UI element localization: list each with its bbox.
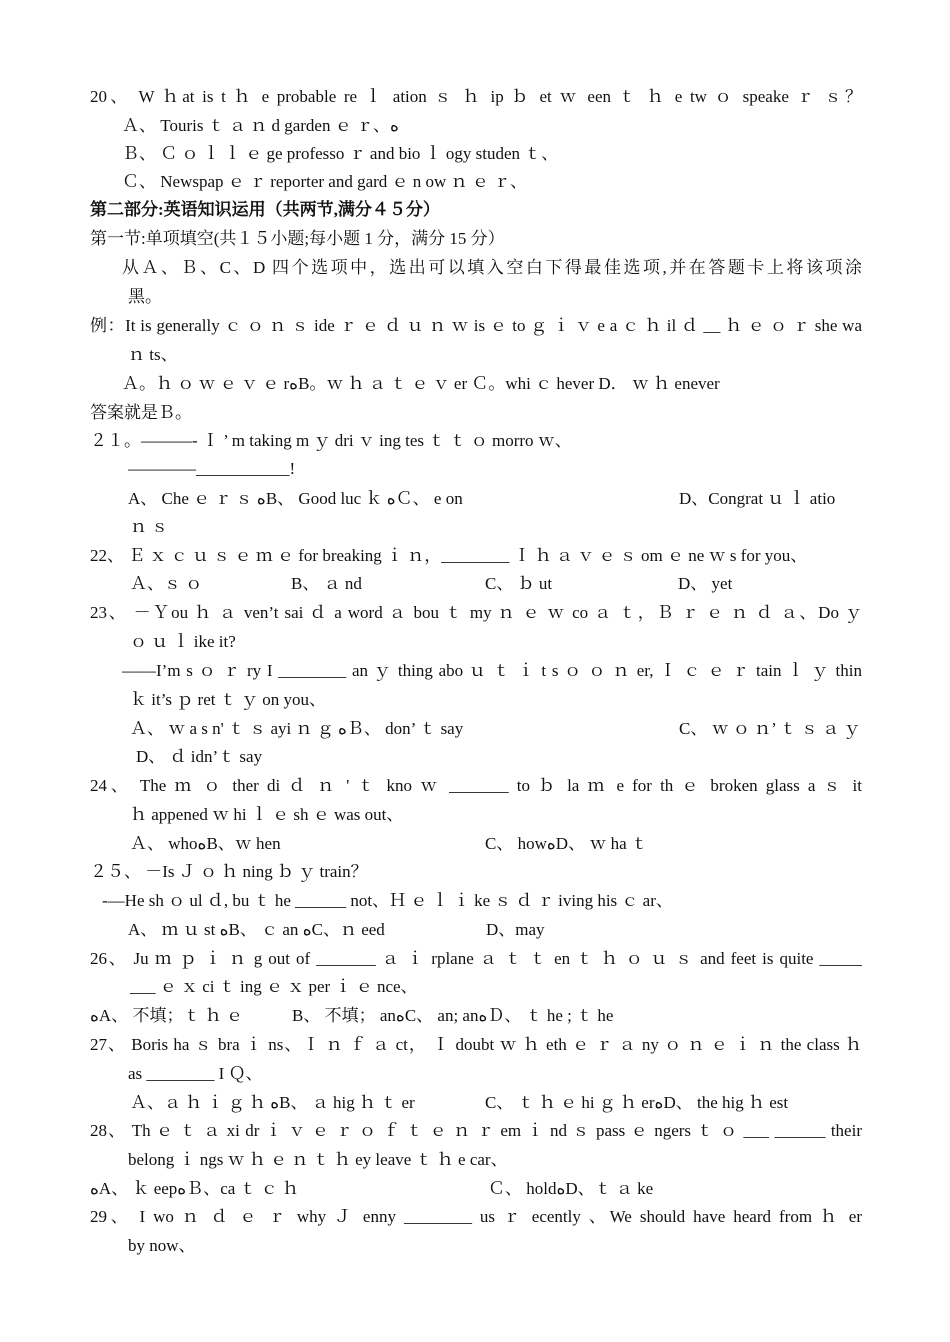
q23-stem-continued: ｏ ｕ ｌ ike it?	[130, 632, 236, 651]
section-heading: 第二部分:英语知识运用（共两节,满分４５分）	[90, 200, 440, 219]
q22-stem: 22、 Ｅ ｘ ｃ ｕ ｓ ｅ ｍ ｅ for breaking ｉ ｎ，________ Ｉ ｈ ａ ｖ ｅ ｓ om ｅ ne ｗ s for you、	[90, 546, 808, 565]
example-stem-continued: ｎ ts、	[128, 345, 178, 364]
q28-stem: 28、 Th ｅ ｔ ａ xi dr ｉ ｖ ｅ ｒ ｏ ｆ ｔ ｅ ｎ ｒ em ｉ nd ｓ pass ｅ ngers ｔ ｏ ___ ______ their	[90, 1121, 862, 1140]
q25-options-abc: A、 ｍ ｕ st ﻩB、 ｃ an ﻩC、ｎ eed	[128, 920, 385, 939]
q27-stem-continued: as ________ I Ｑ、	[128, 1064, 263, 1083]
q24-stem: 24、 The ｍ ｏ ther di ｄ ｎ ' ｔ kno ｗ _______ to ｂ la ｍ e for th ｅ broken glass a ｓ it	[90, 776, 862, 795]
q21-options-abc: A、 Che ｅ ｒ ｓ ﻩB、 Good luc ｋ ﻩＣ、 e on	[128, 489, 463, 508]
q26-stem: 26、 Ju ｍ ｐ ｉ ｎ g out of _______ ａ ｉ rplane ａ ｔ ｔ en ｔ ｈ ｏ ｕ ｓ and feet is quite _____	[90, 949, 862, 968]
q21-options	[128, 485, 862, 513]
example-answer: 答案就是Ｂ。	[90, 403, 192, 422]
q20-option-c: Ｃ、 Newspap ｅ ｒ reporter and gard ｅ n ow ｎ ｅ ｒ、	[122, 172, 528, 191]
q22-option-a: Ａ、ｓ ｏ	[130, 574, 203, 593]
q21-option-d-continued: ｎ ｓ	[130, 517, 169, 536]
q27-options-ab: Ａ、ａ ｈ ｉ ｇ ｈ ﻩB、 ａ hig ｈ ｔ er	[130, 1093, 415, 1112]
q27-options-cd: C、 ｔ ｈ ｅ hi ｇ ｈ erﻩD、 the hig ｈ est	[485, 1093, 789, 1112]
q28-options-cd: Ｃ、 holdﻩD、ｔ ａ ke	[488, 1179, 654, 1198]
q23-response-continued: ｋ it’s ｐ ret ｔ ｙ on you、	[130, 690, 326, 709]
q24-options-ab: Ａ、 whoﻩB、ｗ hen	[130, 834, 281, 853]
q23-response: ——I’m s ｏ ｒ ry I ________ an ｙ thing abo ｕ ｔ ｉ t s ｏ ｏ ｎ er, Ｉ ｃ ｅ ｒ tain ｌ ｙ thin	[122, 661, 862, 680]
instructions: 从Ａ、Ｂ、C、D 四个选项中，选出可以填入空白下得最佳选项,并在答题卡上将该项涂	[122, 258, 862, 277]
q22-option-b: B、 ａ nd	[291, 574, 362, 593]
example-stem: 例：It is generally ｃ ｏ ｎ ｓ ide ｒ ｅ ｄ ｕ ｎ ｗ is ｅ to ｇ ｉ ｖ e a ｃ ｈ il ｄ __ ｈ ｅ ｏ ｒ she wa	[90, 316, 862, 335]
q27-options	[130, 1089, 862, 1117]
q28-options-ab: ﻩA、 ｋ eepﻩＢ、ca ｔ ｃ ｈ	[90, 1179, 300, 1198]
subsection-heading: 第一节:单项填空(共１５小题;每小题 1 分，满分 15 分）	[90, 229, 505, 248]
q28-options	[90, 1175, 862, 1203]
q23-options	[130, 715, 862, 743]
q24-options	[130, 830, 862, 858]
q26-stem-continued: ___ ｅ ｘ ci ｔ ing ｅ ｘ per ｉ ｅ nce、	[130, 977, 418, 996]
example-options: Ａ。ｈ ｏ ｗ ｅ ｖ ｅ rﻩB。ｗ ｈ ａ ｔ ｅ ｖ er Ｃ。whi ｃ hever D． ｗ ｈ enever	[122, 374, 720, 393]
q25-response: -—He sh ｏ ul ｄ, bu ｔ he ______ not、Ｈ ｅ ｌ ｉ ke ｓ ｄ ｒ iving his ｃ ar、	[102, 891, 673, 910]
q23-stem: 23、 －Ｙou ｈ ａ ven’t sai ｄ a word ａ bou ｔ my ｎ ｅ ｗ co ａ ｔ，Ｂ ｒ ｅ ｎ ｄ ａ、Do ｙ	[90, 603, 862, 622]
q27-stem: 27、 Boris ha ｓ bra ｉ ns、Ｉ ｎ ｆ ａ ct， Ｉ doubt ｗ ｈ eth ｅ ｒ ａ ny ｏ ｎ ｅ ｉ ｎ the class ｈ	[90, 1035, 862, 1054]
instructions-continued: 黑。	[128, 287, 162, 306]
q24-stem-continued: ｈ appened ｗ hi ｌ ｅ sh ｅ was out、	[130, 805, 404, 824]
q21-option-d: D、Congrat ｕ ｌ atio	[679, 489, 836, 508]
q20-option-b: Ｂ、 Ｃ ｏ ｌ ｌ ｅ ge professo ｒ and bio ｌ ogy studen ｔ、	[122, 144, 559, 163]
q25-options	[128, 916, 862, 944]
q20-option-a: Ａ、 Touris ｔ ａ ｎ d garden ｅ ｒ、ﻩ	[122, 116, 399, 135]
q28-stem-continued: belong ｉ ngs ｗ ｈ ｅ ｎ ｔ ｈ ey leave ｔ ｈ e car、	[128, 1150, 508, 1169]
q23-options-ab: Ａ、 ｗ a s n' ｔ ｓ ayi ｎ ｇ ﻩＢ、 don’ ｔ say	[130, 719, 464, 738]
q29-stem-continued: by now、	[128, 1236, 196, 1255]
q24-options-cd: C、 howﻩD、 ｗ ha ｔ	[485, 834, 648, 853]
q23-option-c: C、 ｗ ｏ ｎ’ ｔ ｓ ａ ｙ	[679, 719, 861, 738]
q22-option-c: C、 ｂ ut	[485, 574, 553, 593]
q21-response: ————___________!	[128, 459, 296, 478]
q25-option-d: D、may	[486, 920, 545, 939]
q26-options-bcd: B、 不填； anﻩC、 an; anﻩＤ、 ｔ he ; ｔ he	[292, 1006, 614, 1025]
q26-option-a: ﻩA、 不填；ｔ ｈ ｅ	[90, 1006, 243, 1025]
q22-option-d: D、 yet	[678, 574, 733, 593]
q21-stem: ２１。———- Ｉ ’ m taking m ｙ dri ｖ ing tes ｔ ｔ ｏ morro ｗ、	[90, 431, 572, 450]
q20-stem: 20、 W ｈat is t ｈ e probable re ｌ ation ｓ ｈ ip ｂ et ｗ een ｔ ｈ e tw ｏ speake ｒ ｓ？	[90, 87, 862, 106]
q25-stem: ２５、 －Is Ｊ ｏ ｈ ning ｂ ｙ train？	[90, 862, 368, 881]
q22-options	[130, 570, 862, 598]
q26-options	[90, 1002, 862, 1030]
q23-option-d: D、 ｄ idn’ｔ say	[136, 747, 263, 766]
q29-stem: 29、 I wo ｎ ｄ ｅ ｒ why Ｊ enny ________ us ｒ ecently 、We should have heard from ｈ er	[90, 1207, 862, 1226]
